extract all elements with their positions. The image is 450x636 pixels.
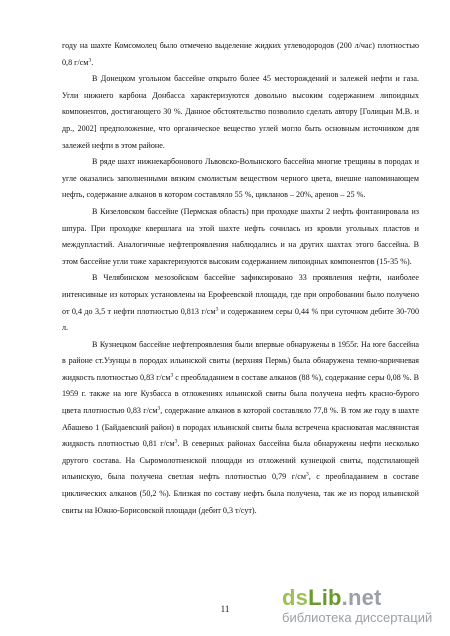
paragraph (62, 204, 419, 270)
text-run: . В северных районах бассейна была обнаружены нефти несколько другого состава. На Сыромолотненской площади из отложений кузнецкой свиты, подстилающей ильинскую, была получена светлая нефть плотностью 0,79 г/см (62, 439, 419, 482)
paragraph (62, 337, 419, 520)
text-run: , содержание алканов в которой составляло 77,8 %. В том же году в шахте Абашево 1 (Байдаевский район) в породах ильинской свиты была встречена красноватая маслянистая жидкость плотностью 0,81 г/см (62, 406, 419, 449)
superscript: 3 (174, 438, 178, 445)
paragraph (62, 71, 419, 154)
text-run: В Челябинском мезозойском бассейне зафиксировано 33 проявления нефти, наиболее интенсивные из которых установлены на Ерофеевской площади, где при опробовании было получено от 0,4 до 3,5 т нефти плотностью 0,813 г/см (62, 273, 419, 316)
text-run: В Кузнецком бассейне нефтепроявления были впервые обнаружены в 1955г. На юге бассейна в районе ст.Узунцы в породах ильинской свиты (верхняя Пермь) была обнаружена темно-коричневая жидкость плотностью 0,83 г/см (62, 339, 419, 382)
text-run: , с преобладанием в составе циклических алканов (50,2 %). Близкая по составу нефть была получена, так же из пород ильинской свиты на Южно-Борисовской площади (дебит 0,3 т/сут). (62, 472, 419, 515)
text-run: году на шахте Комсомолец было отмечено выделение жидких углеводородов (200 л/час) плотностью 0,8 г/см (62, 41, 419, 67)
paragraph (62, 154, 419, 204)
paragraph (62, 270, 419, 336)
superscript: 3 (215, 305, 219, 312)
text-run: и содержанием серы 0,44 % при суточном дебите 30-700 л. (62, 306, 420, 333)
text-run: . (91, 57, 94, 67)
superscript: 3 (157, 405, 161, 412)
watermark-logo: dsLib.net (282, 585, 382, 610)
text-run: В ряде шахт нижнекарбонового Львовско-Волынского бассейна многие трещины в породах и угле оказались заполненными вязким смолистым веществом черного цвета, внешне напоминающем нефть, содержание алканов в котором составляло 55 %, цикланов – 20%, аренов – 25 %. (62, 157, 419, 200)
watermark[interactable] (282, 586, 442, 625)
body-text (62, 38, 419, 519)
superscript: 3 (306, 471, 309, 478)
paragraph (62, 38, 419, 71)
text-run: с преобладанием в составе алканов (88 %), содержание серы 0,08 %. В 1959 г. также на юге Кузбасса в отложениях ильинской свиты была получена нефть красно-бурого цвета плотностью 0,83 г/см (62, 372, 419, 416)
text-run: В Кизеловском бассейне (Пермская область) при проходке шахты 2 нефть фонтанировала из шпура. При проходке квершлага на этой шахте нефть сочилась из кровли угольных пластов и междупластий. Аналогичные нефтепроявления наблюдались и на других шахтах этого бассейна. В этом бассейне угли тоже характеризуются высоким содержанием липоидных компонентов (15-35 %). (62, 206, 419, 266)
page-number: 11 (220, 604, 230, 614)
superscript: 3 (88, 56, 92, 63)
superscript: 3 (170, 372, 174, 379)
text-run: В Донецком угольном бассейне открыто более 45 месторождений и залежей нефти и газа. Угли нижнего карбона Донбасса характеризуются довольно высоким содержанием липоидных компонентов, достигающего 30 %. Данное обстоятельство позволило сделать автору [Голицын М.В. и др., 2002] предположение, что органическое вещество углей могло быть основным источником для залежей нефти в этом районе. (62, 74, 419, 150)
watermark-tagline: библиотека диссертаций (282, 610, 433, 625)
